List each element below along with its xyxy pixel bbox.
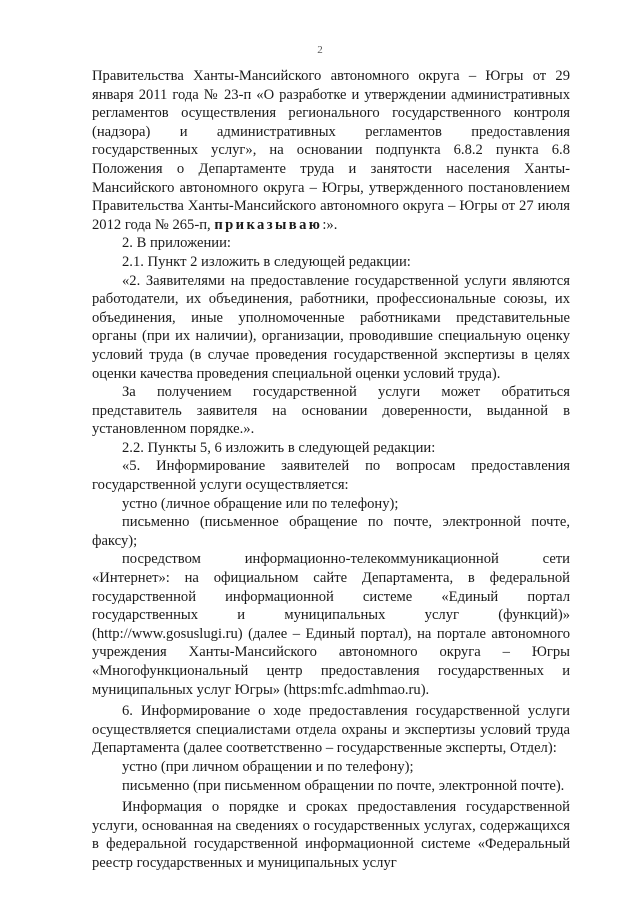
paragraph-representative: За получением государственной услуги может обратиться представитель заявителя на основании доверенности, выданной в установленном порядке.». [92,384,570,438]
paragraph-internet: посредством информационно-телекоммуникационной сети «Интернет»: на официальном сайте Департамента, в федеральной государственной информационной системе «Единый портал государственных и муниципальных услуг (функций)» (http://www.gosuslugi.ru) (далее – Единый портал), на портале автономного учреждения Ханты-Мансийского автономного округа – Югры «Многофункциональный центр предоставления государственных и муниципальных услуг Югры» (https:mfc.admhmao.ru). [92,551,570,698]
paragraph-item-2: 2. В приложении: [122,235,231,252]
paragraph-written: письменно (письменное обращение по почте, электронной почте, факсу); [92,514,570,549]
paragraph-written-progress: письменно (при письменном обращении по почте, электронной почте). [122,777,565,794]
paragraph-oral-progress: устно (при личном обращении и по телефону); [122,758,414,775]
document-body [92,67,570,873]
paragraph-procedure-info: Информация о порядке и сроках предоставления государственной услуги, основанная на сведениях о государственных услугах, содержащихся в федеральной государственной информационной системе «Федеральный реестр государственных и муниципальных услуг [92,799,570,871]
preamble-end: :». [322,216,338,233]
paragraph-progress-info: 6. Информирование о ходе предоставления государственной услуги осуществляется специалистами отдела охраны и экспертизы условий труда Департамента (далее соответственно – государственные эксперты, Отдел): [92,703,570,757]
paragraph-item-2-2: 2.2. Пункты 5, 6 изложить в следующей редакции: [122,439,436,456]
paragraph-item-2-1: 2.1. Пункт 2 изложить в следующей редакции: [122,253,411,270]
paragraph-oral: устно (личное обращение или по телефону); [122,495,399,512]
paragraph-applicants: «2. Заявителями на предоставление государственной услуги являются работодатели, их объединения, работники, профессиональные союзы, их объединения, иные уполномоченные работниками представительные органы (при их наличии), организации, проводившие специальную оценку условий труда (в случае проведения государственной экспертизы в целях оценки качества проведения специальной оценки условий труда). [92,272,570,382]
order-keyword: приказываю [214,216,323,233]
paragraph-preamble [92,67,570,234]
paragraph-informing: «5. Информирование заявителей по вопросам предоставления государственной услуги осуществляется: [92,458,570,494]
page-number: 2 [317,44,323,56]
preamble-text: Правительства Ханты-Мансийского автономного округа – Югры от 29 января 2011 года № 23-п «О разработке и утверждении административных регламентов осуществления регионального государственного контроля (надзора) и административных регламентов предоставления государственных услуг», на основании подпункта 6.8.2 пункта 6.8 Положения о Департаменте труда и занятости населения Ханты-Мансийского автономного округа – Югры, утвержденного постановлением Правительства Ханты-Мансийского автономного округа – Югры от 27 июля 2012 года № 265-п, [92,68,570,233]
